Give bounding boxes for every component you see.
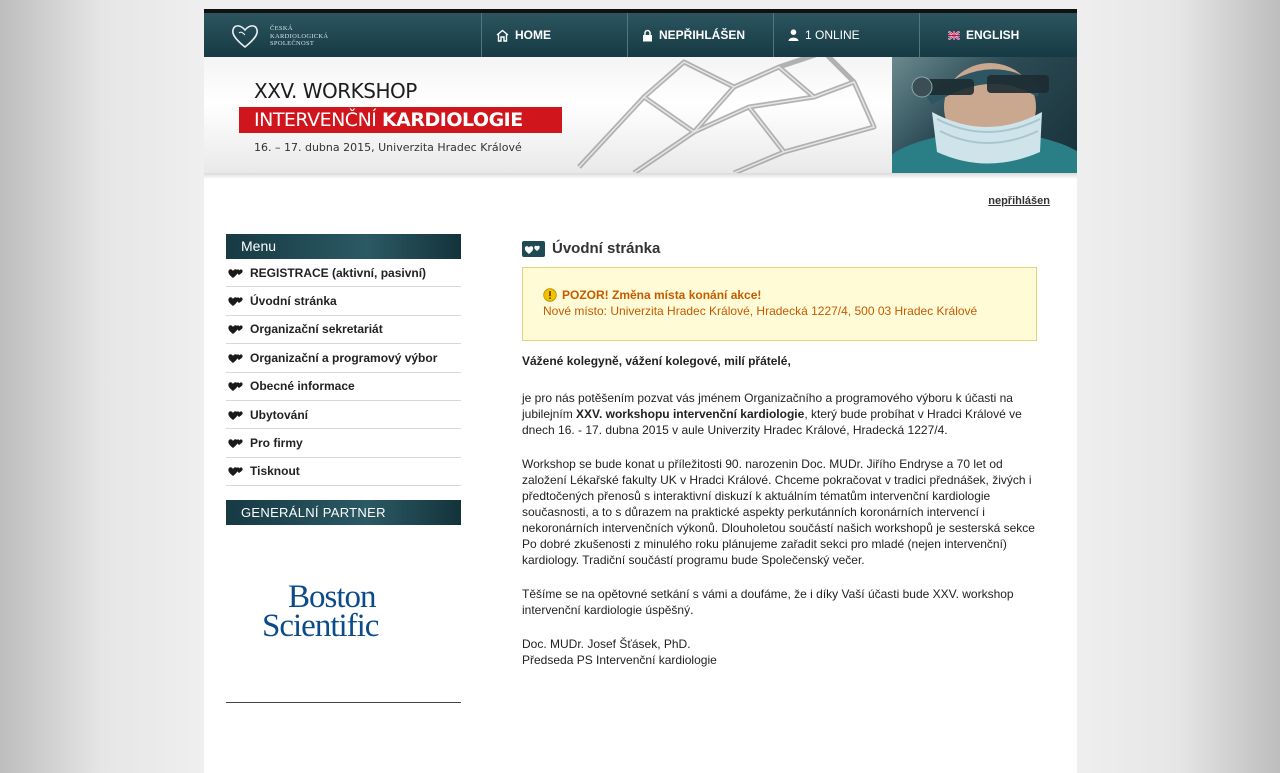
- paragraph-closing: Těšíme se na opětovné setkání s vámi a doufáme, že i díky Vaší účasti bude XXV. workshop intervenční kardiologie úspěšný.: [522, 587, 1014, 617]
- uk-flag-icon: [948, 31, 960, 40]
- menu-item-obecne-informace[interactable]: [226, 373, 461, 401]
- boston-scientific-logo[interactable]: [262, 579, 432, 645]
- nav-login-status[interactable]: [627, 13, 773, 57]
- user-icon: [788, 29, 799, 41]
- p1-text-b: , který bude probíhat v Hradci Králové ve dnech 16. - 17. dubna 2015 v aule Univerzity Hradec Králové, Hradecká 1227/4.: [522, 407, 1022, 437]
- menu-item-pro-firmy[interactable]: [226, 429, 461, 457]
- sidebar-divider: [226, 702, 461, 703]
- menu-item-label: Pro firmy: [250, 436, 303, 451]
- hearts-bullet-icon: [228, 352, 244, 364]
- not-logged-in-link[interactable]: nepřihlášen: [988, 195, 1050, 207]
- hearts-bullet-icon: [228, 380, 244, 392]
- main-content: [522, 353, 1042, 686]
- general-partner-heading: GENERÁLNÍ PARTNER: [226, 500, 461, 525]
- nav-home-label: HOME: [515, 28, 551, 42]
- notice-headline-text: POZOR! Změna místa konání akce!: [562, 288, 762, 302]
- greeting: Vážené kolegyně, vážení kolegové, milí přátelé,: [522, 354, 791, 368]
- page-title-text: Úvodní stránka: [552, 240, 661, 257]
- hearts-bullet-icon: [228, 409, 244, 421]
- hearts-bullet-icon: [228, 267, 244, 279]
- signature-role: Předseda PS Intervenční kardiologie: [522, 653, 717, 667]
- menu-item-label: Tisknout: [250, 464, 300, 479]
- page-container: [204, 9, 1077, 773]
- menu-item-uvodni-stranka[interactable]: [226, 287, 461, 315]
- hearts-bullet-icon: [228, 323, 244, 335]
- nav-login-status-label: NEPŘIHLÁŠEN: [659, 28, 746, 42]
- banner-shadow: [204, 173, 1077, 179]
- nav-online-users[interactable]: [773, 13, 919, 57]
- menu-item-organizacni-sekretariat[interactable]: [226, 316, 461, 344]
- heart-logo-icon: [230, 21, 260, 51]
- lock-icon: [642, 29, 653, 42]
- menu-heading: Menu: [226, 234, 461, 259]
- page-title: [522, 240, 660, 257]
- event-banner: [204, 57, 1077, 173]
- nav-language-english[interactable]: [919, 13, 1077, 57]
- banner-subtitle-bold: KARDIOLOGIE: [381, 109, 523, 131]
- menu-item-label: REGISTRACE (aktivní, pasivní): [250, 265, 427, 280]
- nav-language-label: ENGLISH: [966, 28, 1020, 42]
- partner-logo-line1: Boston: [288, 579, 376, 615]
- surgeon-illustration: [892, 57, 1077, 173]
- logo-text: ČESKÁ KARDIOLOGICKÁ SPOLEČNOST: [270, 25, 329, 47]
- hearts-bullet-icon: [228, 465, 244, 477]
- paragraph-invitation: [522, 390, 1042, 438]
- banner-date: 16. – 17. dubna 2015, Univerzita Hradec Králové: [254, 141, 522, 154]
- venue-change-notice: [522, 267, 1037, 341]
- page-hearts-icon: [522, 241, 545, 257]
- menu-item-ubytovani[interactable]: [226, 401, 461, 429]
- sidebar-menu: [226, 259, 461, 486]
- banner-subtitle-light: INTERVENČNÍ: [254, 109, 382, 131]
- menu-item-label: Organizační sekretariát: [250, 322, 383, 337]
- menu-item-registrace[interactable]: [226, 259, 461, 287]
- surgeon-photo: [892, 57, 1077, 173]
- menu-item-organizacni-programovy-vybor[interactable]: [226, 344, 461, 372]
- top-navigation-bar: [204, 9, 1077, 57]
- menu-item-label: Úvodní stránka: [250, 294, 337, 309]
- hearts-bullet-icon: [228, 295, 244, 307]
- hearts-bullet-icon: [228, 437, 244, 449]
- menu-item-label: Obecné informace: [250, 379, 355, 394]
- banner-subtitle: [239, 107, 562, 133]
- signature: [522, 636, 1042, 668]
- nav-home[interactable]: [481, 13, 627, 57]
- menu-item-label: Organizační a programový výbor: [250, 350, 438, 365]
- site-logo[interactable]: [230, 21, 430, 51]
- notice-text: Nové místo: Univerzita Hradec Králové, Hradecká 1227/4, 500 03 Hradec Králové: [543, 304, 978, 318]
- nav-online-label: 1 ONLINE: [805, 28, 860, 42]
- p1-text-bold: XXV. workshopu intervenční kardiologie: [576, 407, 805, 421]
- menu-item-label: Ubytování: [250, 407, 309, 422]
- paragraph-workshop: Workshop se bude konat u příležitosti 90. narozenin Doc. MUDr. Jiřího Endryse a 70 let od založení Lékařské fakulty UK v Hradci Králové. Chceme pokračovat v tradici přednášek, živých i předtočených přenosů s interaktivní diskuzí k aktuálním tématům intervenční kardiologie současnosti, a to s důrazem na praktické aspekty perkutánních koronárních intervencí i nekoronárních intervenčních výkonů. Dlouholetou součástí našich workshopů je sesterská sekce Po dobré zkušenosti z minulého roku plánujeme zařadit sekci pro mladé (nejen intervenční) kardiology. Tradiční součástí programu bude Společenský večer.: [522, 457, 1035, 567]
- partner-logo-line2: Scientific: [262, 608, 379, 644]
- stent-mesh-graphic: [574, 57, 894, 173]
- banner-title: XXV. WORKSHOP: [254, 79, 417, 103]
- signature-name: Doc. MUDr. Josef Šťásek, PhD.: [522, 637, 691, 651]
- warning-icon: [543, 288, 557, 302]
- p1-text-a: je pro nás potěšením pozvat vás jménem Organizačního a programového výboru k účasti na jubilejním: [522, 391, 1013, 421]
- notice-headline: [543, 288, 1036, 302]
- menu-item-tisknout[interactable]: [226, 458, 461, 486]
- home-icon: [496, 29, 509, 42]
